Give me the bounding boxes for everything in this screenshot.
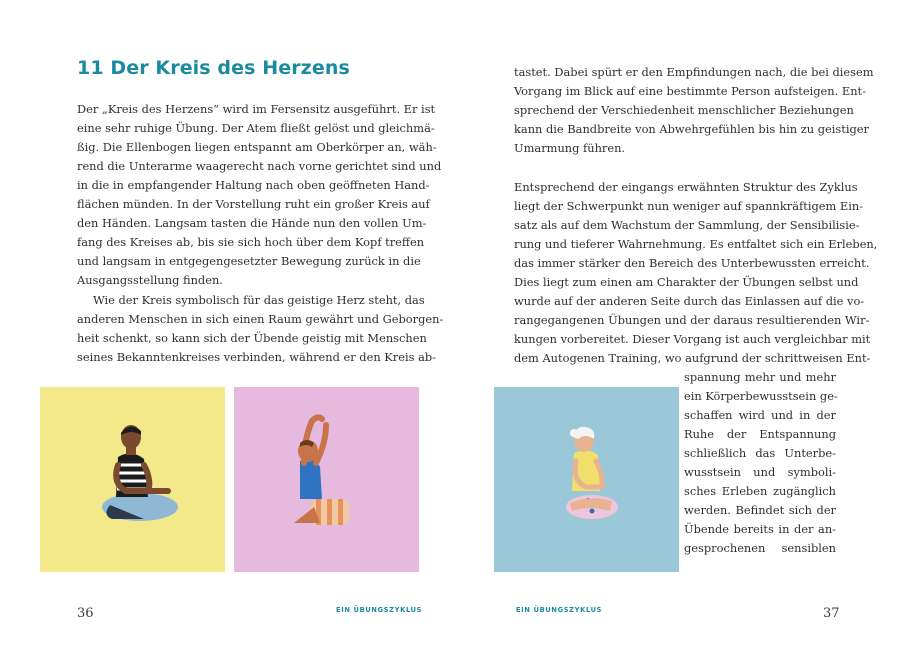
text-line: tastet. Dabei spürt er den Empfindungen nach, die bei diesem	[514, 65, 874, 79]
text-line: rung und tieferer Wahrnehmung. Es entfaltet sich ein Erleben,	[514, 237, 878, 251]
text-line: sprechend der Verschiedenheit menschlicher Beziehungen	[514, 103, 854, 117]
right-paragraph-2	[514, 178, 878, 368]
illustration-kneeling-woman	[234, 387, 419, 572]
right-paragraph-3	[684, 368, 836, 558]
chapter-heading: 11 Der Kreis des Herzens	[77, 57, 350, 79]
text-line: schließlich das Unterbe-	[684, 446, 836, 460]
text-line: Entsprechend der eingangs erwähnten Struktur des Zyklus	[514, 180, 858, 194]
page-number: 36	[77, 606, 94, 621]
text-line: fang des Kreises ab, bis sie sich hoch über dem Kopf treffen	[77, 235, 425, 249]
text-line: in die in empfangender Haltung nach oben geöffneten Hand-	[77, 178, 430, 192]
text-line: Umarmung führen.	[514, 141, 626, 155]
text-line: wusstsein und symboli-	[684, 465, 836, 479]
text-line: werden. Befindet sich der	[684, 503, 836, 517]
text-line: das immer stärker den Bereich des Unterbewussten erreicht.	[514, 256, 870, 270]
text-line: wurde auf der anderen Seite durch das Einlassen auf die vo-	[514, 294, 865, 308]
text-line: eine sehr ruhige Übung. Der Atem fließt gelöst und gleichmä-	[77, 121, 435, 135]
text-line: Ausgangsstellung finden.	[77, 273, 223, 287]
text-line: kungen vorbereitet. Dieser Vorgang ist auch vergleichbar mit	[514, 332, 871, 346]
left-paragraph-2	[77, 291, 444, 367]
text-line: anderen Menschen in sich einen Raum gewährt und Geborgen-	[77, 312, 444, 326]
text-line: ein Körperbewusstsein ge-	[684, 389, 838, 403]
text-line: und langsam in entgegengesetzter Bewegung zurück in die	[77, 254, 421, 268]
right-paragraph-1	[514, 63, 874, 158]
text-line: spannung mehr und mehr	[684, 370, 836, 384]
footer-section-label: EIN ÜBUNGSZYKLUS	[516, 606, 603, 614]
text-line: Ruhe der Entspannung	[684, 427, 836, 441]
text-line: sches Erleben zugänglich	[684, 484, 836, 498]
text-line: liegt der Schwerpunkt nun weniger auf spannkräftigem Ein-	[514, 199, 864, 213]
text-line: satz als auf dem Wachstum der Sammlung, der Sensibilisie-	[514, 218, 860, 232]
text-line: kann die Bandbreite von Abwehrgefühlen bis hin zu geistiger	[514, 122, 869, 136]
text-line: rangegangenen Übungen und der daraus resultierenden Wir-	[514, 313, 870, 327]
kneeling-woman-illustration	[234, 387, 419, 572]
text-line: Vorgang im Blick auf eine bestimmte Person aufsteigen. Ent-	[514, 84, 866, 98]
text-line: heit schenkt, so kann sich der Übende geistig mit Menschen	[77, 331, 427, 345]
text-line: Übende bereits in der an-	[684, 522, 836, 536]
footer-section-label: EIN ÜBUNGSZYKLUS	[336, 606, 423, 614]
illustration-elderly-woman	[494, 387, 679, 572]
text-line: schaffen wird und in der	[684, 408, 836, 422]
text-line: den Händen. Langsam tasten die Hände nun den vollen Um-	[77, 216, 427, 230]
text-line: Dies liegt zum einen am Charakter der Übungen selbst und	[514, 275, 859, 289]
seated-man-illustration	[40, 387, 225, 572]
text-line: Wie der Kreis symbolisch für das geistige Herz steht, das	[93, 293, 425, 307]
right-page	[456, 0, 913, 648]
text-line: ßig. Die Ellenbogen liegen entspannt am Oberkörper an, wäh-	[77, 140, 437, 154]
text-line: Der „Kreis des Herzens“ wird im Fersensitz ausgeführt. Er ist	[77, 102, 436, 116]
left-paragraph-1	[77, 100, 442, 290]
text-line: flächen münden. In der Vorstellung ruht ein großer Kreis auf	[77, 197, 430, 211]
left-page	[0, 0, 456, 648]
text-line: gesprochenen sensiblen	[684, 541, 836, 555]
illustration-seated-man	[40, 387, 225, 572]
elderly-woman-illustration	[494, 387, 679, 572]
text-line: rend die Unterarme waagerecht nach vorne gerichtet sind und	[77, 159, 442, 173]
page-number: 37	[823, 606, 840, 621]
text-line: seines Bekanntenkreises verbinden, während er den Kreis ab-	[77, 350, 437, 364]
text-line: dem Autogenen Training, wo aufgrund der schrittweisen Ent-	[514, 351, 871, 365]
